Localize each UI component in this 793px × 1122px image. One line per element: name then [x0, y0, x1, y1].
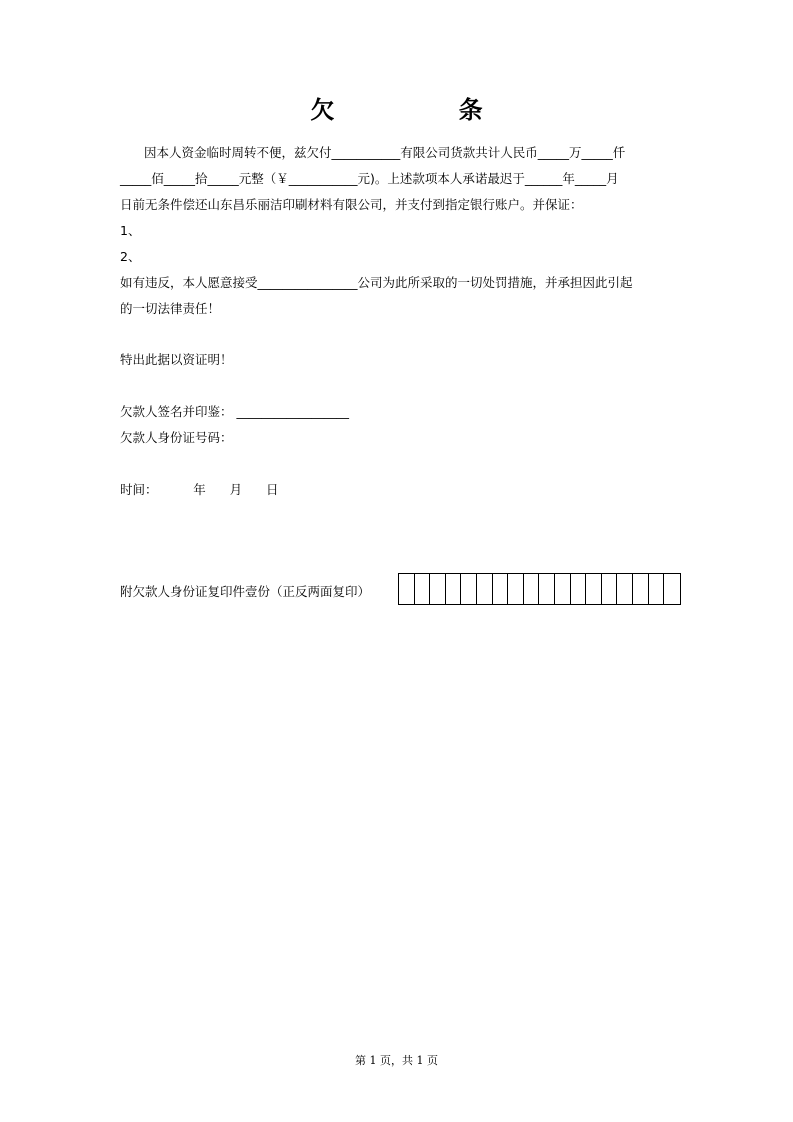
- id-number-cell: [586, 574, 602, 604]
- id-number-cell: [524, 574, 540, 604]
- id-number-cell: [555, 574, 571, 604]
- signature-line: 欠款人签名并印鉴： __________________: [120, 404, 349, 419]
- id-number-cell: [461, 574, 477, 604]
- id-number-grid: [398, 573, 681, 605]
- body-line-4: 如有违反，本人愿意接受________________公司为此所采取的一切处罚措施，并承担因此引起: [120, 275, 633, 290]
- document-title: 欠 条: [310, 95, 541, 124]
- body-line-3: 日前无条件偿还山东昌乐丽洁印刷材料有限公司，并支付到指定银行账户。并保证：: [120, 197, 583, 212]
- body-line-5: 的一切法律责任！: [120, 301, 221, 316]
- id-number-cell: [571, 574, 587, 604]
- time-line: 时间： 年 月 日: [120, 482, 279, 497]
- id-number-cell: [633, 574, 649, 604]
- id-number-cell: [664, 574, 680, 604]
- body-line-2: _____佰_____拾_____元整（￥___________元)。上述款项本人承诺最迟于______年_____月: [120, 171, 619, 186]
- id-number-cell: [477, 574, 493, 604]
- page-footer: 第 1 页，共 1 页: [355, 1054, 438, 1067]
- proof-statement: 特出此据以资证明！: [120, 352, 233, 367]
- body-line-1: [120, 143, 672, 163]
- guarantee-item-1: 1、: [120, 223, 141, 238]
- id-number-line: 欠款人身份证号码：: [120, 430, 233, 445]
- id-number-cell: [649, 574, 665, 604]
- id-number-cell: [415, 574, 431, 604]
- body-line-1-text: 因本人资金临时周转不便，兹欠付___________有限公司货款共计人民币_____万_____仟: [144, 145, 626, 160]
- id-number-cell: [399, 574, 415, 604]
- id-number-cell: [430, 574, 446, 604]
- id-number-cell: [539, 574, 555, 604]
- id-number-cell: [617, 574, 633, 604]
- guarantee-item-2: 2、: [120, 249, 141, 264]
- id-number-cell: [508, 574, 524, 604]
- attachment-label: 附欠款人身份证复印件壹份（正反两面复印）: [120, 584, 371, 599]
- id-number-cell: [602, 574, 618, 604]
- id-number-cell: [493, 574, 509, 604]
- id-number-cell: [446, 574, 462, 604]
